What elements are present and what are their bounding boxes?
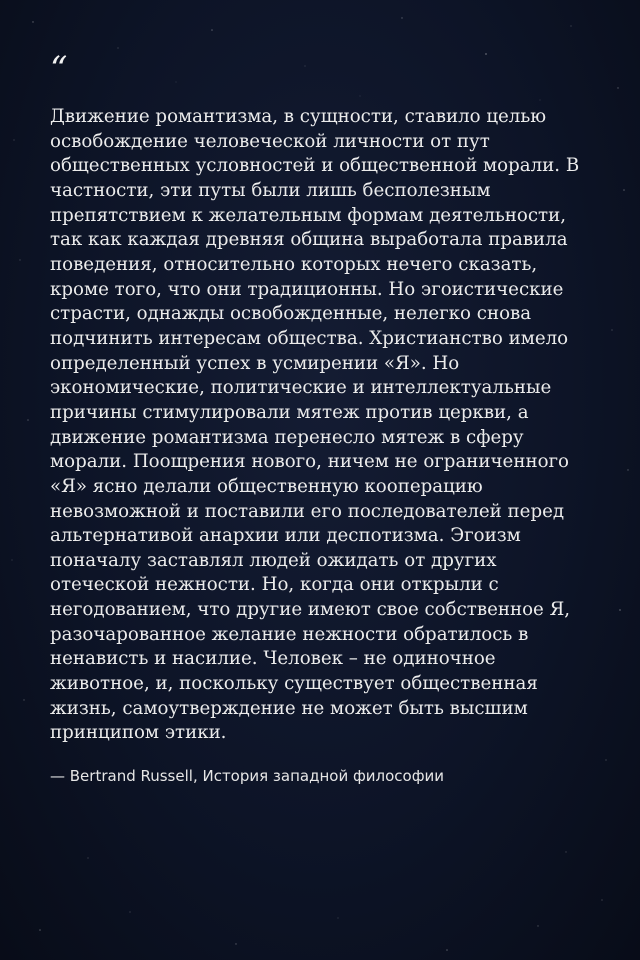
quotation-mark-icon: “	[50, 49, 68, 89]
quote-text: Движение романтизма, в сущности, ставило целью освобождение человеческой личности от пут общественных условностей и общественной морали. В частности, эти путы были лишь бесполезным препятствием к желательным формам деятельности, так как каждая древняя община выработала правила поведения, относительно которых нечего сказать, кроме того, что они традиционны. Но эгоистические страсти, однажды освобожденные, нелегко снова подчинить интересам общества. Христианство имело определенный успех в усмирении «Я». Но экономические, политические и интеллектуальные причины стимулировали мятеж против церкви, а движение романтизма перенесло мятеж в сферу морали. Поощрения нового, ничем не ограниченного «Я» ясно делали общественную кооперацию невозможной и поставили его последователей перед альтернативой анархии или деспотизма. Эгоизм поначалу заставлял людей ожидать от других отеческой нежности. Но, когда они открыли с негодованием, что другие имеют свое собственное Я, разочарованное желание нежности обратилось в ненависть и насилие. Человек – не одиночное животное, и, поскольку существует общественная жизнь, самоутверждение не может быть высшим принципом этики.	[50, 106, 580, 744]
quote-card	[50, 49, 595, 786]
quote-attribution: — Bertrand Russell, История западной философии	[50, 767, 445, 786]
